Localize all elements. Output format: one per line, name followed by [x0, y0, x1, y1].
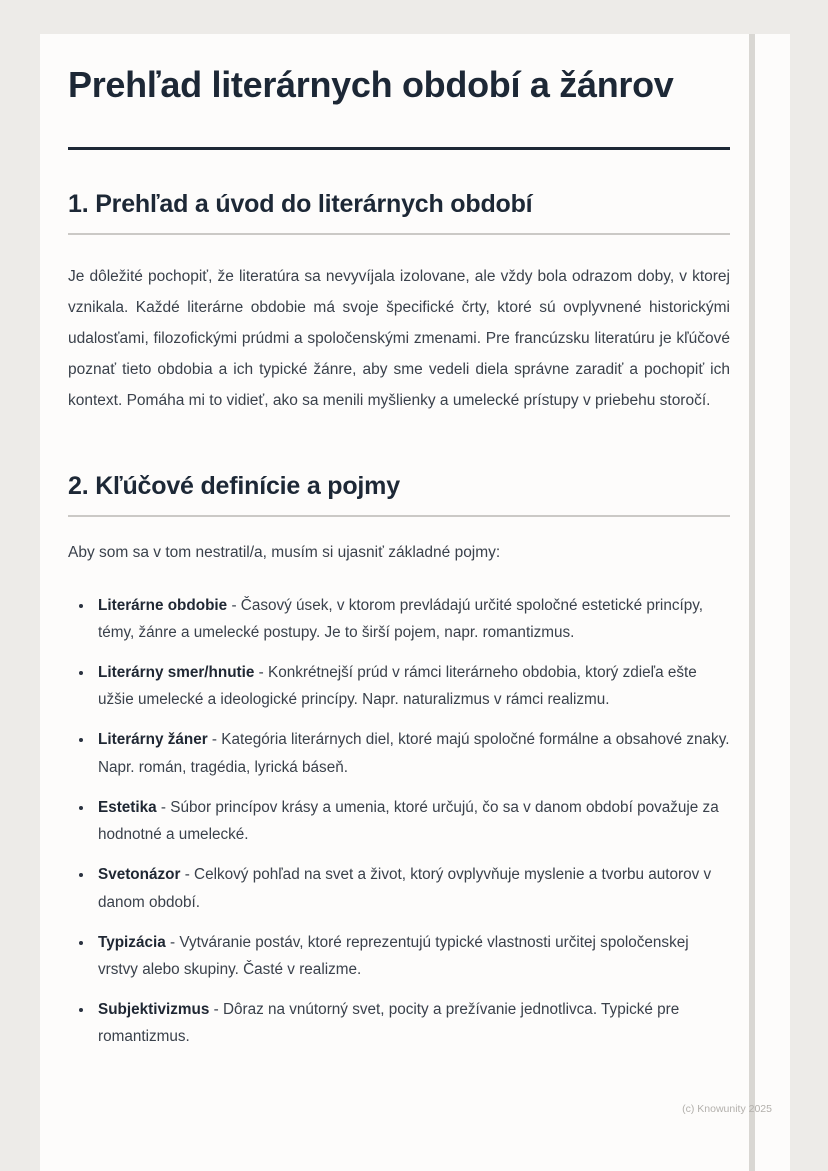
- term-definition: - Kategória literárnych diel, ktoré majú spoločné formálne a obsahové znaky. Napr. román, tragédia, lyrická báseň.: [98, 731, 730, 776]
- term-definition: - Celkový pohľad na svet a život, ktorý ovplyvňuje myslenie a tvorbu autorov v danom období.: [98, 866, 712, 911]
- term-name: Typizácia: [98, 933, 166, 951]
- section-2-divider: [68, 515, 730, 517]
- section-2-heading: 2. Kľúčové definície a pojmy: [68, 471, 400, 500]
- term-name: Svetonázor: [98, 866, 181, 884]
- term-item-svetonazor: [94, 861, 730, 915]
- term-item-literarny-smer: [94, 659, 730, 713]
- term-name: Literárny smer/hnutie: [98, 664, 255, 682]
- term-name: Estetika: [98, 798, 157, 816]
- document-page: [40, 34, 790, 1171]
- term-item-literarne-obdobie: [94, 592, 730, 646]
- term-item-estetika: [94, 794, 730, 848]
- term-definition: - Súbor princípov krásy a umenia, ktoré určujú, čo sa v danom období považuje za hodnotné a umelecké.: [98, 798, 719, 844]
- term-name: Subjektivizmus: [98, 1001, 210, 1019]
- section-2-intro: Aby som sa v tom nestratil/a, musím si ujasniť základné pojmy:: [68, 543, 501, 561]
- page-edge-shadow: [749, 34, 755, 1171]
- copyright-footer: (c) Knowunity 2025: [682, 1103, 772, 1115]
- term-name: Literárny žáner: [98, 731, 208, 749]
- section-1-heading: 1. Prehľad a úvod do literárnych období: [68, 189, 533, 218]
- section-1-paragraph: Je dôležité pochopiť, že literatúra sa nevyvíjala izolovane, ale vždy bola odrazom doby, v ktorej vznikala. Každé literárne obdobie má svoje špecifické črty, ktoré sú ovplyvnené historickými udalosťami, filozofickými prúdmi a spoločenskými zmenami. Pre francúzsku literatúru je kľúčové poznať tieto obdobia a ich typické žánre, aby sme vedeli diela správne zaradiť a pochopiť ich kontext. Pomáha mi to vidieť, ako sa menili myšlienky a umelecké prístupy v priebehu storočí.: [68, 267, 730, 409]
- page-title: Prehľad literárnych období a žánrov: [68, 64, 674, 105]
- term-item-typizacia: [94, 929, 730, 983]
- term-definition: - Časový úsek, v ktorom prevládajú určité spoločné estetické princípy, témy, žánre a umelecké postupy. Je to širší pojem, napr. romantizmus.: [98, 596, 704, 641]
- term-definition: - Vytváranie postáv, ktoré reprezentujú typické vlastnosti určitej spoločenskej vrstvy alebo skupiny. Časté v realizme.: [98, 933, 689, 978]
- term-definition: - Konkrétnejší prúd v rámci literárneho obdobia, ktorý zdieľa ešte užšie umelecké a ideologické princípy. Napr. naturalizmus v rámci realizmu.: [98, 664, 697, 709]
- term-name: Literárne obdobie: [98, 596, 228, 614]
- section-1-divider: [68, 233, 730, 235]
- terms-list: [68, 592, 730, 1051]
- term-item-literarny-zaner: [94, 726, 730, 780]
- term-item-subjektivizmus: [94, 996, 730, 1050]
- term-definition: - Dôraz na vnútorný svet, pocity a prežívanie jednotlivca. Typické pre romantizmus.: [98, 1001, 680, 1046]
- title-divider: [68, 147, 730, 150]
